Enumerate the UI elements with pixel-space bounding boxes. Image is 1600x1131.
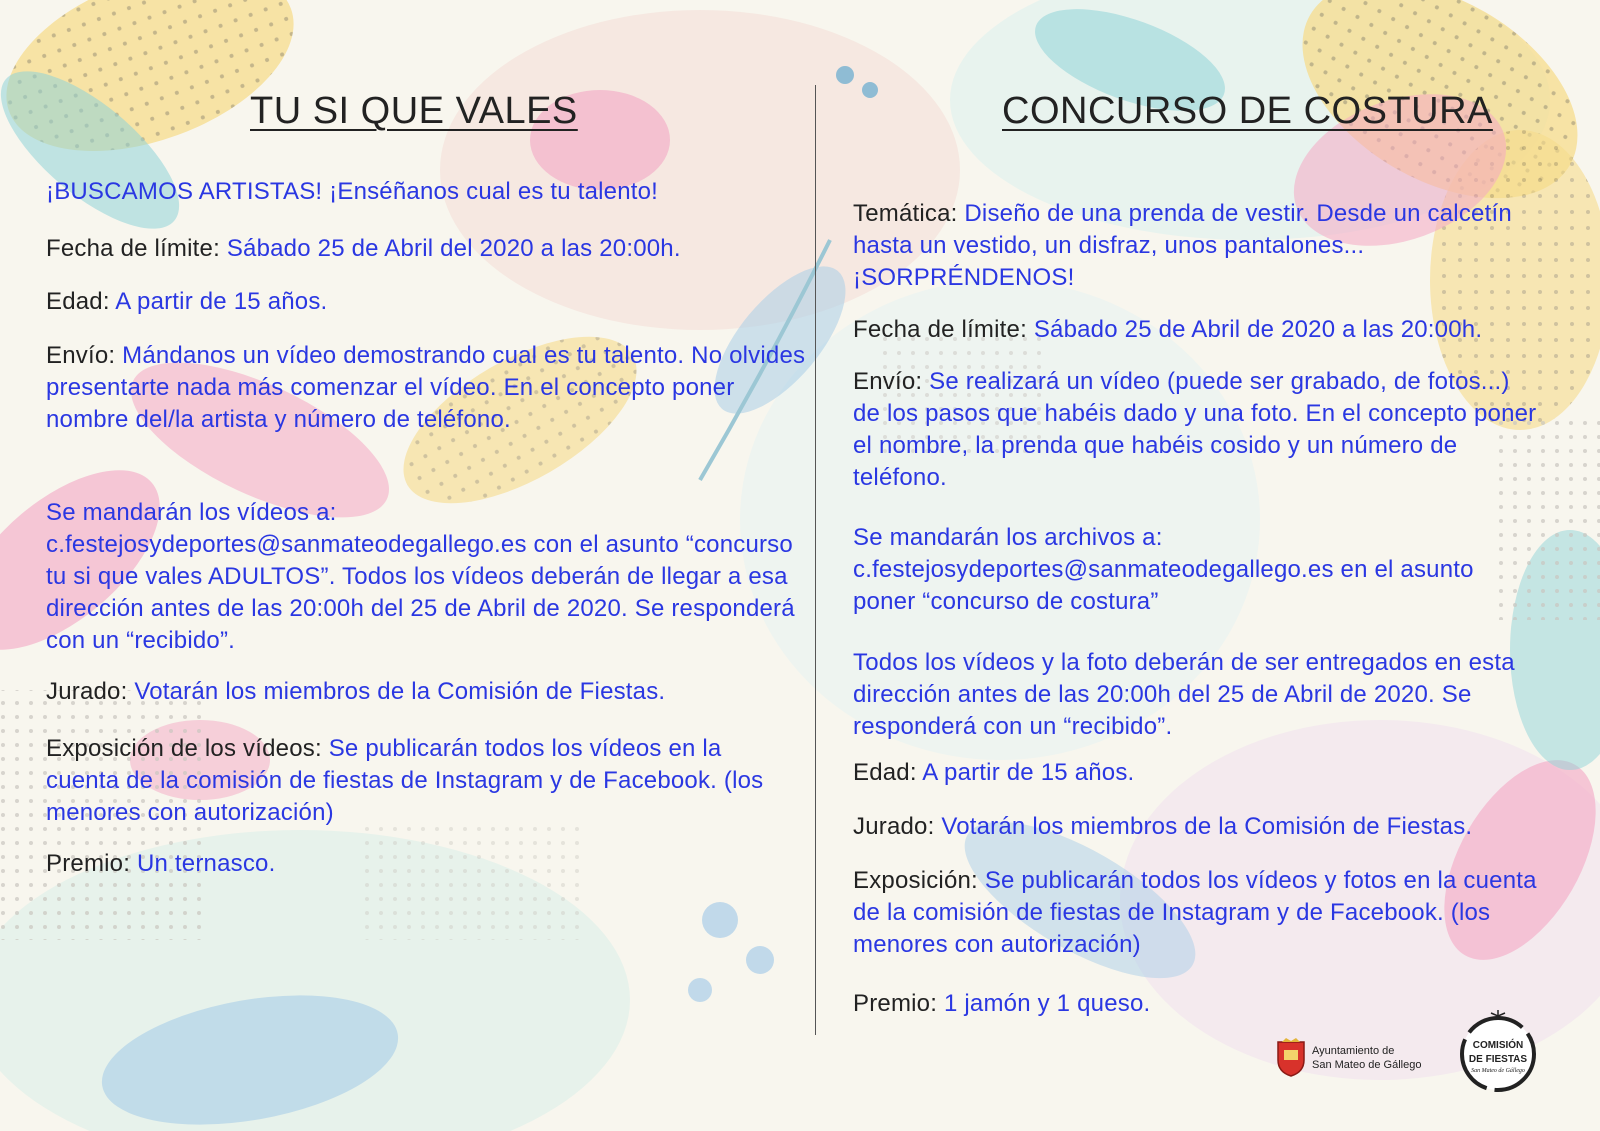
right-premio xyxy=(853,988,1253,1020)
right-edad-label: Edad: xyxy=(853,759,917,786)
svg-text:COMISIÓN: COMISIÓN xyxy=(1472,1040,1524,1051)
left-edad-value: A partir de 15 años. xyxy=(115,288,328,315)
right-todos: Todos los vídeos y la foto deberán de ser entregados en esta dirección antes de las 20:00h del 25 de Abril de 2020. Se responderá con un “recibido”. xyxy=(853,649,1515,740)
left-jurado-label: Jurado: xyxy=(46,678,128,705)
shield-icon xyxy=(1276,1038,1306,1078)
right-tematica-value: Diseño de una prenda de vestir. Desde un calcetín hasta un vestido, un disfraz, unos pantalones... ¡SORPRÉNDENOS! xyxy=(853,200,1512,291)
left-envio xyxy=(46,340,806,436)
ayuntamiento-logo xyxy=(1276,1032,1422,1084)
left-jurado xyxy=(46,676,806,708)
right-envio-value: Se realizará un vídeo (puede ser grabado, de fotos...) de los pasos que habéis dado y una foto. En el concepto poner el nombre, la prenda que habéis cosido y un número de teléfono. xyxy=(853,368,1537,491)
left-jurado-value: Votarán los miembros de la Comisión de Fiestas. xyxy=(134,678,666,705)
right-exposicion-label: Exposición: xyxy=(853,867,978,894)
right-edad-value: A partir de 15 años. xyxy=(922,759,1135,786)
left-fecha xyxy=(46,233,816,265)
right-envio xyxy=(853,366,1543,494)
right-tematica-label: Temática: xyxy=(853,200,958,227)
right-jurado-value: Votarán los miembros de la Comisión de Fiestas. xyxy=(941,813,1473,840)
left-premio-value: Un ternasco. xyxy=(136,850,276,877)
right-fecha-label: Fecha de límite: xyxy=(853,316,1027,343)
ayuntamiento-line1: Ayuntamiento de xyxy=(1312,1045,1395,1057)
right-jurado-label: Jurado: xyxy=(853,813,935,840)
ayuntamiento-text xyxy=(1312,1044,1421,1072)
right-fecha xyxy=(853,314,1593,346)
left-exposicion-value: Se publicarán todos los vídeos en la cuenta de la comisión de fiestas de Instagram y de Facebook. (los menores con autorización) xyxy=(46,735,764,826)
left-exposicion xyxy=(46,733,786,829)
right-tematica xyxy=(853,198,1573,294)
left-mandaran: Se mandarán los vídeos a: c.festejosydeportes@sanmateodegallego.es con el asunto “concurso tu si que vales ADULTOS”. Todos los vídeos deberán de llegar a esa dirección antes de las 20:00h del 25 de Abril de 2020. Se responderá con un “recibido”. xyxy=(46,499,795,654)
ayuntamiento-line2: San Mateo de Gállego xyxy=(1312,1059,1422,1071)
right-jurado xyxy=(853,811,1593,843)
left-envio-value: Mándanos un vídeo demostrando cual es tu talento. No olvides presentarte nada más comenzar el vídeo. En el concepto poner nombre del/la artista y número de teléfono. xyxy=(46,342,806,433)
right-premio-label: Premio: xyxy=(853,990,938,1017)
right-mandaran: Se mandarán los archivos a: c.festejosydeportes@sanmateodegallego.es en el asunto poner “concurso de costura” xyxy=(853,524,1474,615)
right-title: CONCURSO DE COSTURA xyxy=(1002,90,1493,132)
left-fecha-label: Fecha de límite: xyxy=(46,235,220,262)
svg-text:DE FIESTAS: DE FIESTAS xyxy=(1468,1054,1528,1065)
left-intro: ¡BUSCAMOS ARTISTAS! ¡Enséñanos cual es tu talento! xyxy=(46,178,659,205)
left-title: TU SI QUE VALES xyxy=(250,90,578,132)
left-envio-label: Envío: xyxy=(46,342,116,369)
left-edad-label: Edad: xyxy=(46,288,110,315)
right-envio-label: Envío: xyxy=(853,368,923,395)
left-premio-label: Premio: xyxy=(46,850,131,877)
column-divider xyxy=(815,85,816,1035)
right-premio-value: 1 jamón y 1 queso. xyxy=(943,990,1151,1017)
left-premio xyxy=(46,848,806,880)
left-edad xyxy=(46,286,806,318)
right-fecha-value: Sábado 25 de Abril de 2020 a las 20:00h. xyxy=(1033,316,1483,343)
right-exposicion xyxy=(853,865,1563,961)
right-edad xyxy=(853,757,1573,789)
left-fecha-value: Sábado 25 de Abril del 2020 a las 20:00h. xyxy=(226,235,681,262)
comision-de-fiestas-logo xyxy=(1455,1010,1541,1096)
svg-text:San Mateo de Gállego: San Mateo de Gállego xyxy=(1471,1068,1525,1074)
right-exposicion-value: Se publicarán todos los vídeos y fotos en la cuenta de la comisión de fiestas de Instagram y de Facebook. (los menores con autorización) xyxy=(853,867,1537,958)
left-exposicion-label: Exposición de los vídeos: xyxy=(46,735,322,762)
